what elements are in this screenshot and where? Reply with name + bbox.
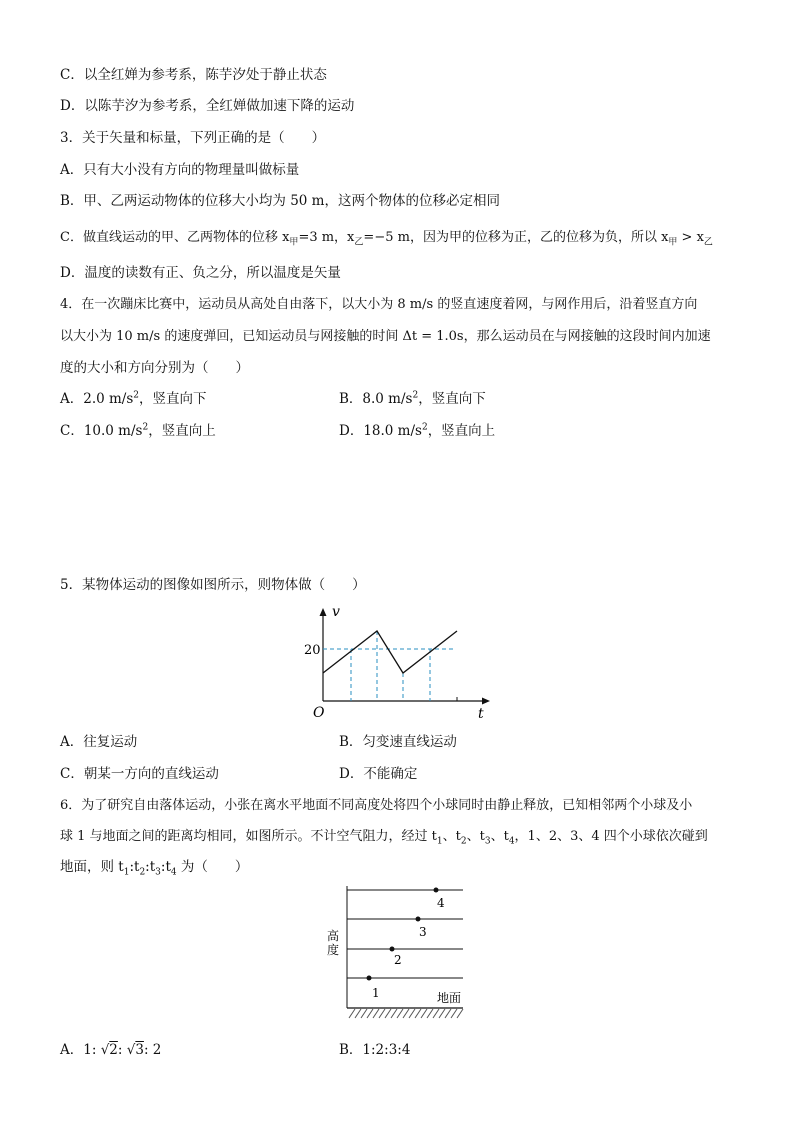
q6-stem-line1: 6．为了研究自由落体运动，小张在离水平地面不同高度处将四个小球同时由静止释放，已知相邻两个小球及小: [60, 798, 693, 813]
ground-hatching: [349, 1009, 463, 1018]
y-axis-arrow: [320, 608, 327, 616]
q3-option-c: C．做直线运动的甲、乙两物体的位移 $x_甲=3$ m，$x_乙=-5$ m，因为甲的位移为正，乙的位移为负，所以 $x_甲 > x_乙$: [60, 230, 713, 248]
q5-stem: 5．某物体运动的图像如图所示，则物体做（ ）: [60, 577, 366, 593]
q3-option-a: A．只有大小没有方向的物理量叫做标量: [60, 162, 300, 178]
tick-20-label: 20: [304, 643, 321, 658]
ball-2-label: 2: [394, 953, 402, 967]
height-label-top: 高: [327, 929, 340, 943]
q4-stem-line1: 4．在一次蹦床比赛中，运动员从高处自由落下，以大小为 8 m/s 的竖直速度着网，与网作用后，沿着竖直方向: [60, 297, 698, 312]
ball-2: [390, 947, 395, 952]
q4-option-b: B．8.0 $m/s^2$，竖直向下: [339, 390, 486, 407]
q4-option-c: C．10.0 $m/s^2$，竖直向上: [60, 422, 216, 439]
ball-4: [434, 888, 439, 893]
ball-3: [416, 917, 421, 922]
q4-stem-line2: 以大小为 10 m/s 的速度弹回，已知运动员与网接触的时间 Δt = 1.0s，那么运动员在与网接触的这段时间内加速: [60, 329, 711, 344]
vt-graph: [300, 600, 500, 722]
q3-stem: 3．关于矢量和标量，下列正确的是（ ）: [60, 130, 326, 146]
x-axis-arrow: [482, 698, 490, 705]
q6-stem-line2: 球 1 与地面之间的距离均相同，如图所示。不计空气阻力，经过 $t_1$、$t_2$、$t_3$、$t_4$，1、2、3、4 四个小球依次碰到: [60, 829, 708, 847]
q5-option-d: D．不能确定: [339, 766, 418, 782]
ball-4-label: 4: [437, 896, 445, 910]
ball-1-label: 1: [372, 986, 380, 1000]
q6-option-a: A．1: √2: √3: 2: [60, 1042, 162, 1058]
q2-option-c: C．以全红婵为参考系，陈芋汐处于静止状态: [60, 67, 327, 83]
ground-label: 地面: [437, 991, 462, 1005]
q2-option-d: D．以陈芋汐为参考系，全红婵做加速下降的运动: [60, 98, 355, 114]
v-axis-label: v: [332, 604, 340, 620]
q4-option-a: A．2.0 $m/s^2$，竖直向下: [60, 390, 207, 407]
q5-option-a: A．往复运动: [60, 734, 138, 750]
q6-option-b: B．1:2:3:4: [339, 1042, 411, 1058]
q6-stem-line3: 地面，则 $t_1:t_2:t_3:t_4$ 为（ ）: [60, 859, 249, 878]
ball-1: [367, 976, 372, 981]
height-label-bottom: 度: [327, 943, 340, 957]
t-axis-label: t: [478, 706, 484, 722]
sqrt2: √2: [100, 1042, 118, 1058]
q5-option-c: C．朝某一方向的直线运动: [60, 766, 219, 782]
ball-3-label: 3: [419, 925, 427, 939]
origin-label: O: [313, 705, 325, 721]
vt-curve: [323, 631, 457, 673]
q3-option-b: B．甲、乙两运动物体的位移大小均为 50 m，这两个物体的位移必定相同: [60, 193, 500, 209]
q3-option-d: D．温度的读数有正、负之分，所以温度是矢量: [60, 265, 341, 281]
q4-option-d: D．18.0 $m/s^2$，竖直向上: [339, 422, 496, 439]
q4-stem-line3: 度的大小和方向分别为（ ）: [60, 360, 249, 376]
q5-option-b: B．匀变速直线运动: [339, 734, 457, 750]
ball-figure: [322, 884, 472, 1026]
sqrt3: √3: [126, 1042, 144, 1058]
